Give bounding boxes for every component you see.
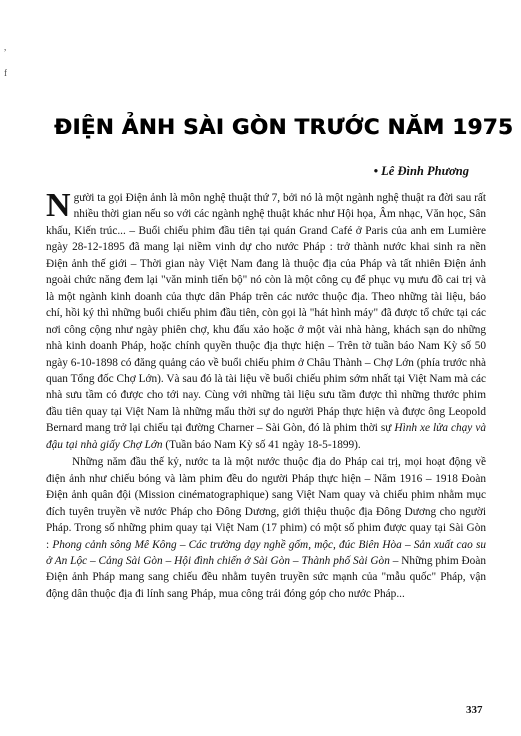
paragraph-1 xyxy=(46,187,486,453)
article-author: • Lê Đình Phương xyxy=(373,164,469,178)
margin-mark: , xyxy=(4,42,7,52)
article-title: ĐIỆN ẢNH SÀI GÒN TRƯỚC NĂM 1975 xyxy=(54,115,514,140)
paragraph-1-text-a: gười ta gọi Điện ảnh là môn nghệ thuật thứ 7, bởi nó là một ngành nghệ thuật ra đời sau rất nhiều thời gian nếu so với các ngành nghệ thuật khác như Hội họa, Âm nhạc, Văn học, Sân khấu, Kiến trúc... – Buổi chiếu phim đầu tiên tại quán Grand Café ở Paris của anh em Lumière ngày 28-12-1895 đã mang lại niềm vinh dự cho nước Pháp : trở thành nước khai sinh ra nền Điện ảnh thế giới – Thời gian này Việt Nam đang là thuộc địa của Pháp và tất nhiên Điện ảnh ngoài chức năng đem lại "văn minh tiến bộ" nó còn là một công cụ để phục vụ mưu đồ cai trị và là một ngành kinh doanh của thực dân Pháp trên các nước thuộc địa. Theo những tài liệu, báo chí, hồi ký thì những buổi chiếu phim đầu tiên, còn gọi là "hát hình máy" đã được tổ chức tại các nơi công cộng như ngày phiên chợ, khu đấu xảo hoặc ở một vài nhà hàng, khách sạn do những nhà kinh doanh Pháp, hoặc chính quyền thuộc địa thực hiện – Trên tờ tuần báo Nam Kỳ số 50 ngày 6-10-1898 có đăng quảng cáo về buổi chiếu phim ở Châu Thành – Chợ Lớn (phía trước nhà quan Tổng đốc Chợ Lớn). Và sau đó là tài liệu về buổi chiếu phim sớm nhất tại Việt Nam mà các nhà sưu tầm có được cho tới nay. Cùng với những tài liệu sưu tầm được thì những thước phim đầu tiên quay tại Việt Nam là những mẩu thời sự do người Pháp thực hiện và được ông Leopold Bernard mang trở lại chiếu tại đường Charner – Sài Gòn, đó là phim thời sự xyxy=(46,192,486,435)
paragraph-2 xyxy=(46,454,486,602)
drop-cap: N xyxy=(46,187,71,224)
page-number: 337 xyxy=(466,704,483,716)
article-body xyxy=(46,187,487,602)
paragraph-1-italic: Hình xe lửa chạy và đậu tại nhà giấy Chợ Lớn xyxy=(46,422,486,451)
paragraph-1-text-b: (Tuần báo Nam Kỳ số 41 ngày 18-5-1899). xyxy=(162,438,361,451)
paragraph-2-text-b: – Những phim Đoàn Điện ảnh Pháp mang sang chiếu đều nhằm tuyên truyền sức mạnh của "mẫu quốc" Pháp, vận động dân thuộc địa đi lính sang Pháp, mua công trái đóng góp cho nước Pháp... xyxy=(46,554,486,600)
margin-mark: f xyxy=(4,68,7,78)
paragraph-2-italic: Phong cảnh sông Mê Kông – Các trường dạy nghề gốm, mộc, đúc Biên Hòa – Sản xuất cao su ở An Lộc – Cảng Sài Gòn – Hội đình chiến ở Sài Gòn – Thành phố Sài Gòn xyxy=(46,538,487,567)
paragraph-2-text-a: Những năm đầu thế kỷ, nước ta là một nước thuộc địa do Pháp cai trị, mọi hoạt động về điện ảnh như chiếu bóng và làm phim đều do người Pháp thực hiện – Năm 1916 – 1918 Đoàn Điện ảnh quân đội (Mission cinématographique) sang Việt Nam quay và chiếu phim nhằm mục đích tuyên truyền về nước Pháp cho Đông Dương, giới thiệu thuộc địa Đông Dương cho người Pháp. Trong số những phim quay tại Việt Nam (17 phim) có một số phim được quay tại Sài Gòn : xyxy=(46,456,486,551)
